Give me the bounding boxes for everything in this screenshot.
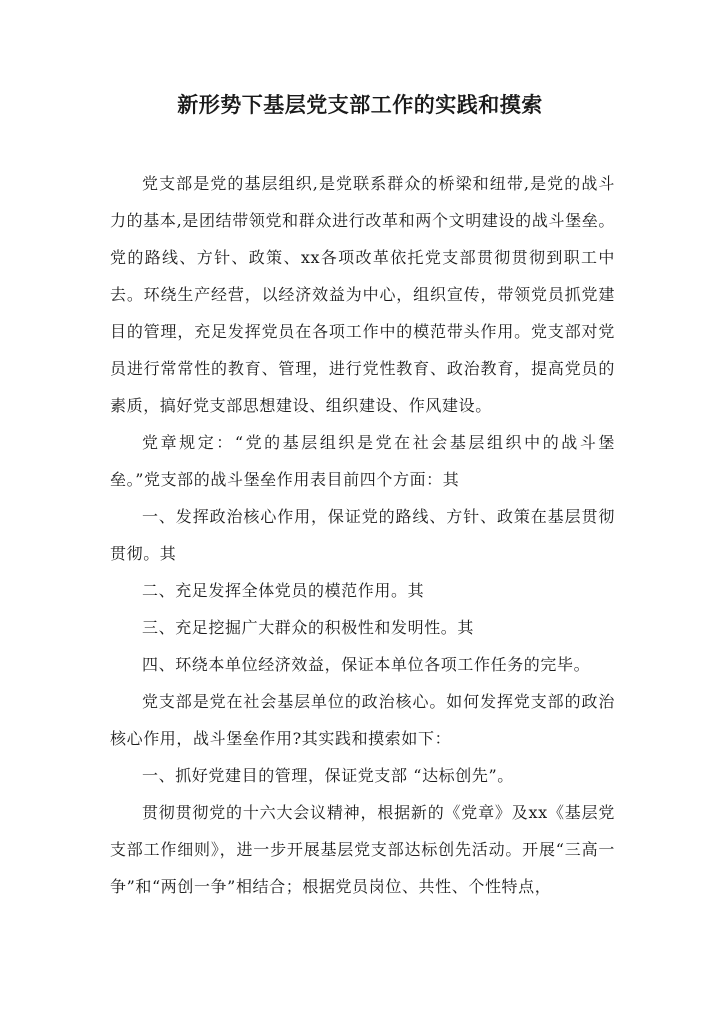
- paragraph-point-three: 三、充足挖掘广大群众的积极性和发明性。其: [142, 618, 475, 637]
- paragraph-party-constitution: 党章规定：“党的基层组织是党在社会基层组织中的战斗堡垒。”党支部的战斗堡垒作用表目前四个方面：其: [110, 433, 615, 489]
- paragraph-section-heading-one: 一、抓好党建目的管理，保证党支部 “达标创先”。: [142, 766, 514, 785]
- document-body: [110, 165, 615, 905]
- paragraph-point-four: 四、环绕本单位经济效益，保证本单位各项工作任务的完毕。: [142, 655, 591, 674]
- document-title: 新形势下基层党支部工作的实践和摸索: [177, 92, 543, 117]
- paragraph-political-core: 党支部是党在社会基层单位的政治核心。如何发挥党支部的政治核心作用，战斗堡垒作用?其实践和摸索如下：: [110, 692, 615, 748]
- paragraph-point-two: 二、充足发挥全体党员的模范作用。其: [142, 581, 425, 600]
- paragraph-intro: 党支部是党的基层组织,是党联系群众的桥梁和纽带,是党的战斗力的基本,是团结带领党和群众进行改革和两个文明建设的战斗堡垒。党的路线、方针、政策、xx各项改革依托党支部贯彻贯彻到职工中去。环绕生产经营，以经济效益为中心，组织宣传，带领党员抓党建目的管理，充足发挥党员在各项工作中的模范带头作用。党支部对党员进行常常性的教育、管理，进行党性教育、政治教育，提高党员的素质，搞好党支部思想建设、组织建设、作风建设。: [110, 174, 615, 415]
- paragraph-implementation: 贯彻贯彻党的十六大会议精神，根据新的《党章》及xx《基层党支部工作细则》，进一步开展基层党支部达标创先活动。开展“三高一争”和“两创一争”相结合；根据党员岗位、共性、个性特点，: [110, 803, 615, 896]
- paragraph-point-one: 一、发挥政治核心作用，保证党的路线、方针、政策在基层贯彻贯彻。其: [110, 507, 615, 563]
